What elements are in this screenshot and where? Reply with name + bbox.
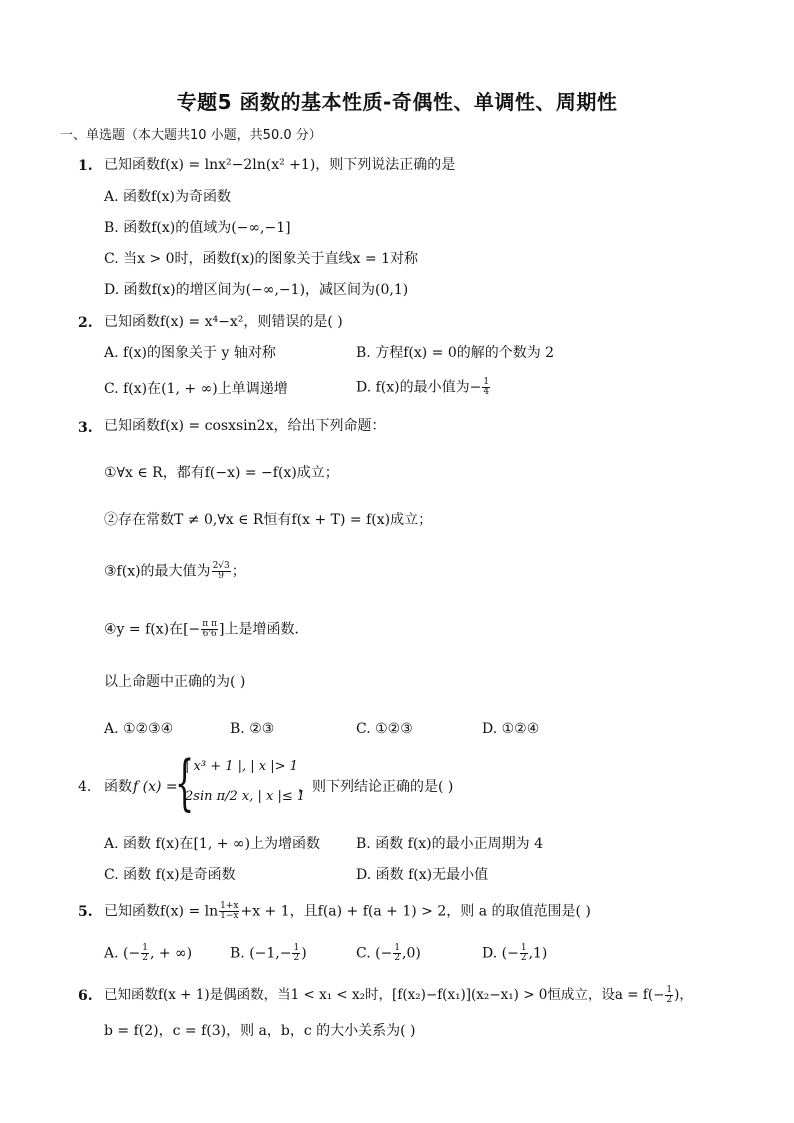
proposition-2: ②存在常数T ≠ 0,∀x ∈ R恒有f(x + T) = f(x)成立； (104, 512, 433, 528)
option-a: A. f(x)的图象关于 y 轴对称 (104, 345, 276, 361)
fraction-numerator: 1 (666, 985, 673, 995)
option-d: D. 函数 f(x)无最小值 (356, 867, 489, 883)
fraction-denominator: 2 (394, 953, 401, 963)
option-a: A. ①②③④ (104, 721, 174, 737)
fraction-denominator: 9 (218, 571, 225, 581)
fraction-denominator: 4 (483, 387, 490, 397)
option-d (356, 378, 491, 397)
fraction-numerator: 1 (293, 943, 300, 953)
option-d: D. ①②④ (482, 721, 540, 737)
option-text: C. (− (356, 945, 393, 962)
option-b: B. ②③ (230, 721, 275, 737)
piecewise-case-1: | x³ + 1 |, | x |> 1 (185, 759, 298, 774)
stem-text: 已知函数f(x + 1)是偶函数，当1 < x₁ < x₂时，[f(x₂)−f(x₁)](x₂−x₁) > 0恒成立，设a = f(− (104, 987, 665, 1003)
question-lead: 函数 (104, 779, 132, 795)
fraction-numerator: 1+x (220, 901, 239, 911)
question-stem (104, 986, 693, 1005)
function-name: f (x) = (133, 779, 178, 795)
question-stem-line-2: b = f(2)，c = f(3)，则 a，b，c 的大小关系为( ) (104, 1023, 416, 1039)
fraction-numerator: 2√3 (212, 561, 230, 571)
stem-text-end: )， (674, 987, 693, 1003)
question-number: 4. (78, 779, 92, 795)
proposition-4-text: ④y = f(x)在[− (104, 621, 201, 638)
fraction (520, 944, 528, 963)
question-tail: ，则下列结论正确的是( ) (298, 779, 454, 795)
option-text: A. (− (104, 945, 141, 962)
fraction (212, 562, 231, 581)
option-a (104, 944, 192, 963)
question-stem: 已知函数f(x) = cosxsin2x，给出下列命题： (104, 418, 386, 434)
option-d: D. 函数f(x)的增区间为(−∞,−1)，减区间为(0,1) (104, 282, 409, 298)
proposition-3-text: ③f(x)的最大值为 (104, 563, 211, 580)
piecewise-function (175, 748, 306, 818)
section-heading: 一、单选题（本大题共10 小题，共50.0 分） (60, 128, 322, 143)
fraction-denominator: 2 (142, 953, 148, 963)
proposition-3 (104, 562, 246, 581)
question-stem (104, 902, 591, 921)
option-b: B. 函数 f(x)的最小正周期为 4 (356, 836, 543, 852)
fraction-denominator: 2 (666, 995, 673, 1005)
fraction-numerator: 1 (483, 377, 490, 387)
option-c: C. ①②③ (356, 721, 413, 737)
question-number: 2. (78, 315, 93, 331)
question-number: 6. (78, 988, 93, 1004)
fraction-denominator: 6'6 (202, 629, 217, 639)
option-b (230, 944, 307, 963)
fraction (141, 944, 149, 963)
fraction-numerator: 1 (394, 943, 401, 953)
fraction (219, 902, 239, 921)
fraction (482, 378, 490, 397)
fraction (393, 944, 401, 963)
proposition-4-end: ]上是增函数． (219, 621, 309, 638)
question-number: 1. (78, 158, 93, 174)
fraction-numerator: 1 (142, 943, 148, 953)
question-number: 5. (78, 904, 93, 920)
option-text-end: , + ∞) (149, 945, 193, 962)
fraction-denominator: 1−x (220, 911, 239, 921)
fraction-denominator: 2 (293, 953, 300, 963)
brace-glyph: { (175, 748, 195, 818)
option-d-text: D. f(x)的最小值为− (356, 379, 482, 396)
option-text-end: ) (301, 945, 307, 962)
stem-text: 已知函数f(x) = ln (104, 903, 219, 920)
question-stem: 已知函数f(x) = x⁴−x²，则错误的是( ) (104, 314, 343, 330)
option-c: C. 函数 f(x)是奇函数 (104, 867, 236, 883)
option-text-end: ,1) (528, 945, 548, 962)
fraction-denominator: 2 (520, 953, 527, 963)
proposition-4 (104, 620, 308, 639)
stem-text-end: +x + 1，且f(a) + f(a + 1) > 2，则 a 的取值范围是( ) (240, 903, 591, 920)
proposition-1: ①∀x ∈ R，都有f(−x) = −f(x)成立； (104, 465, 339, 481)
option-c (356, 944, 421, 963)
option-c: C. f(x)在(1, + ∞)上单调递增 (104, 381, 288, 397)
option-text-end: ,0) (402, 945, 421, 962)
option-text: D. (− (482, 945, 519, 962)
question-number: 3. (78, 420, 93, 436)
option-b: B. 方程f(x) = 0的解的个数为 2 (356, 345, 555, 361)
proposition-3-end: ； (231, 563, 246, 580)
page-title: 专题5 函数的基本性质-奇偶性、单调性、周期性 (176, 90, 618, 114)
question-stem: 已知函数f(x) = lnx²−2ln(x² +1)，则下列说法正确的是 (104, 157, 456, 173)
option-d (482, 944, 547, 963)
option-a: A. 函数 f(x)在[1, + ∞)上为增函数 (104, 836, 321, 852)
option-c: C. 当x > 0时，函数f(x)的图象关于直线x = 1对称 (104, 251, 418, 267)
fraction-numerator: 1 (520, 943, 527, 953)
fraction (665, 986, 673, 1005)
fraction-numerator: π π (202, 619, 217, 629)
fraction (292, 944, 300, 963)
option-a: A. 函数f(x)为奇函数 (104, 189, 232, 205)
piecewise-case-2: 2sin π/2 x, | x |≤ 1 (185, 789, 306, 804)
option-b: B. 函数f(x)的值域为(−∞,−1] (104, 220, 291, 236)
option-text: B. (−1,− (230, 945, 292, 962)
question-ask: 以上命题中正确的为( ) (104, 674, 246, 690)
fraction (201, 620, 218, 639)
